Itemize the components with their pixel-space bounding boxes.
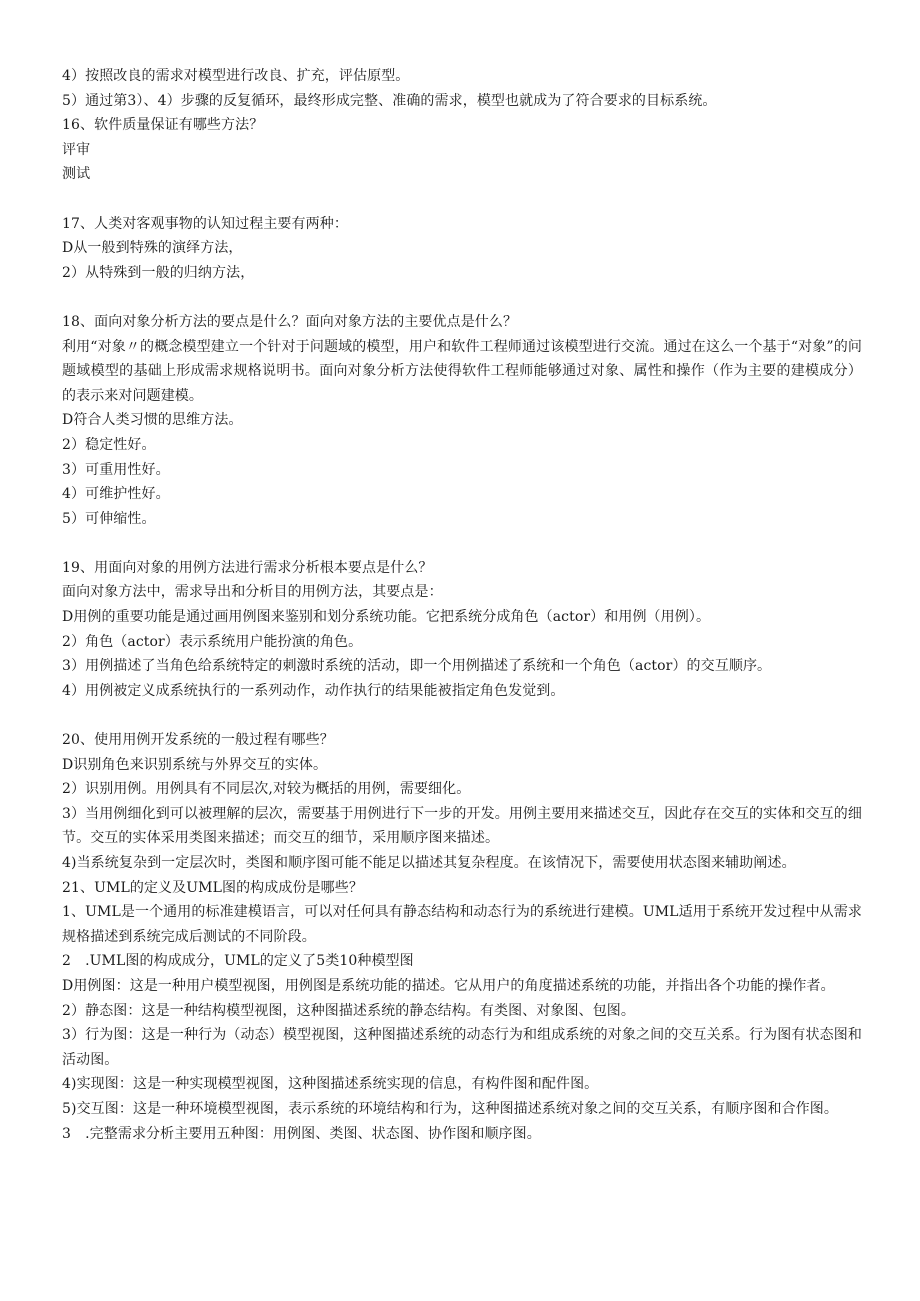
- text-line: 4）用例被定义成系统执行的一系列动作，动作执行的结果能被指定角色发觉到。: [62, 682, 565, 699]
- text-line: 2）识别用例。用例具有不同层次,对较为概括的用例，需要细化。: [62, 781, 471, 798]
- question-heading: 16、软件质量保证有哪些方法？: [62, 117, 264, 134]
- text-line: 测试: [62, 166, 91, 183]
- question-heading: 17、人类对客观事物的认知过程主要有两种：: [62, 215, 348, 232]
- paragraph: 5)交互图：这是一种环境模型视图，表示系统的环境结构和行为，这种图描述系统对象之间的交互关系，有顺序图和合作图。: [62, 1100, 838, 1117]
- paragraph: 1、UML是一个通用的标准建模语言，可以对任何具有静态结构和动态行为的系统进行建模。UML适用于系统开发过程中从需求规格描述到系统完成后测试的不同阶段。: [62, 904, 862, 945]
- paragraph: D用例图：这是一种用户模型视图，用例图是系统功能的描述。它从用户的角度描述系统的功能，并指出各个功能的操作者。: [62, 977, 835, 994]
- text-line: 面向对象方法中，需求导出和分析目的用例方法，其要点是：: [62, 584, 443, 601]
- text-line: D符合人类习惯的思维方法。: [62, 412, 243, 429]
- text-line: 3）可重用性好。: [62, 461, 170, 478]
- question-heading: 20、使用用例开发系统的一般过程有哪些？: [62, 732, 334, 749]
- text-line: 4）按照改良的需求对模型进行改良、扩充，评估原型。: [62, 68, 410, 84]
- blank-line: [62, 285, 862, 310]
- text-line: D识别角色来识别系统与外界交互的实体。: [62, 756, 328, 773]
- paragraph: 3）行为图：这是一种行为（动态）模型视图，这种图描述系统的动态行为和组成系统的对象之间的交互关系。行为图有状态图和活动图。: [62, 1027, 862, 1068]
- question-heading: 18、面向对象分析方法的要点是什么？面向对象方法的主要优点是什么？: [62, 313, 518, 330]
- blank-line: [62, 187, 862, 212]
- paragraph: 3）当用例细化到可以被理解的层次，需要基于用例进行下一步的开发。用例主要用来描述交互，因此存在交互的实体和交互的细节。交互的实体采用类图来描述；而交互的细节，采用顺序图来描述。: [62, 805, 862, 847]
- question-heading: 21、UML的定义及UML图的构成成份是哪些？: [62, 879, 363, 896]
- text-line: 2）从特殊到一般的归纳方法，: [62, 264, 255, 281]
- text-line: 5）通过第3）、4）步骤的反复循环，最终形成完整、准确的需求，模型也就成为了符合要求的目标系统。: [62, 92, 717, 109]
- blank-line: [62, 703, 862, 728]
- paragraph: 利用“对象〃的概念模型建立一个针对于问题域的模型，用户和软件工程师通过该模型进行交流。通过在这么一个基于“对象”的问题域模型的基础上形成需求规格说明书。面向对象分析方法使得软件工程师能够通过对象、属性和操作（作为主要的建模成分）的表示来对问题建模。: [62, 338, 862, 404]
- text-line: 评审: [62, 141, 91, 158]
- text-line: 2）角色（actor）表示系统用户能扮演的角色。: [62, 633, 363, 650]
- blank-line: [62, 531, 862, 556]
- text-line: 4)实现图：这是一种实现模型视图，这种图描述系统实现的信息，有构件图和配件图。: [62, 1076, 599, 1093]
- text-line: 2）静态图：这是一种结构模型视图，这种图描述系统的静态结构。有类图、对象图、包图。: [62, 1002, 636, 1019]
- text-line: 5）可伸缩性。: [62, 510, 156, 527]
- text-line: 4)当系统复杂到一定层次时，类图和顺序图可能不能足以描述其复杂程度。在该情况下，需要使用状态图来辅助阐述。: [62, 855, 796, 871]
- text-line: 3 .完整需求分析主要用五种图：用例图、类图、状态图、协作图和顺序图。: [62, 1125, 541, 1142]
- document-page: [62, 64, 862, 1146]
- text-line: 3）用例描述了当角色给系统特定的刺激时系统的活动，即一个用例描述了系统和一个角色（actor）的交互顺序。: [62, 658, 772, 675]
- text-line: D从一般到特殊的演绎方法，: [62, 240, 243, 257]
- text-line: 2 .UML图的构成成分，UML的定义了5类10种模型图: [62, 953, 414, 970]
- question-heading: 19、用面向对象的用例方法进行需求分析根本要点是什么？: [62, 559, 433, 576]
- text-line: D用例的重要功能是通过画用例图来鉴别和划分系统功能。它把系统分成角色（actor）和用例（用例）。: [62, 609, 711, 626]
- text-line: 2）稳定性好。: [62, 436, 156, 453]
- text-line: 4）可维护性好。: [62, 486, 170, 503]
